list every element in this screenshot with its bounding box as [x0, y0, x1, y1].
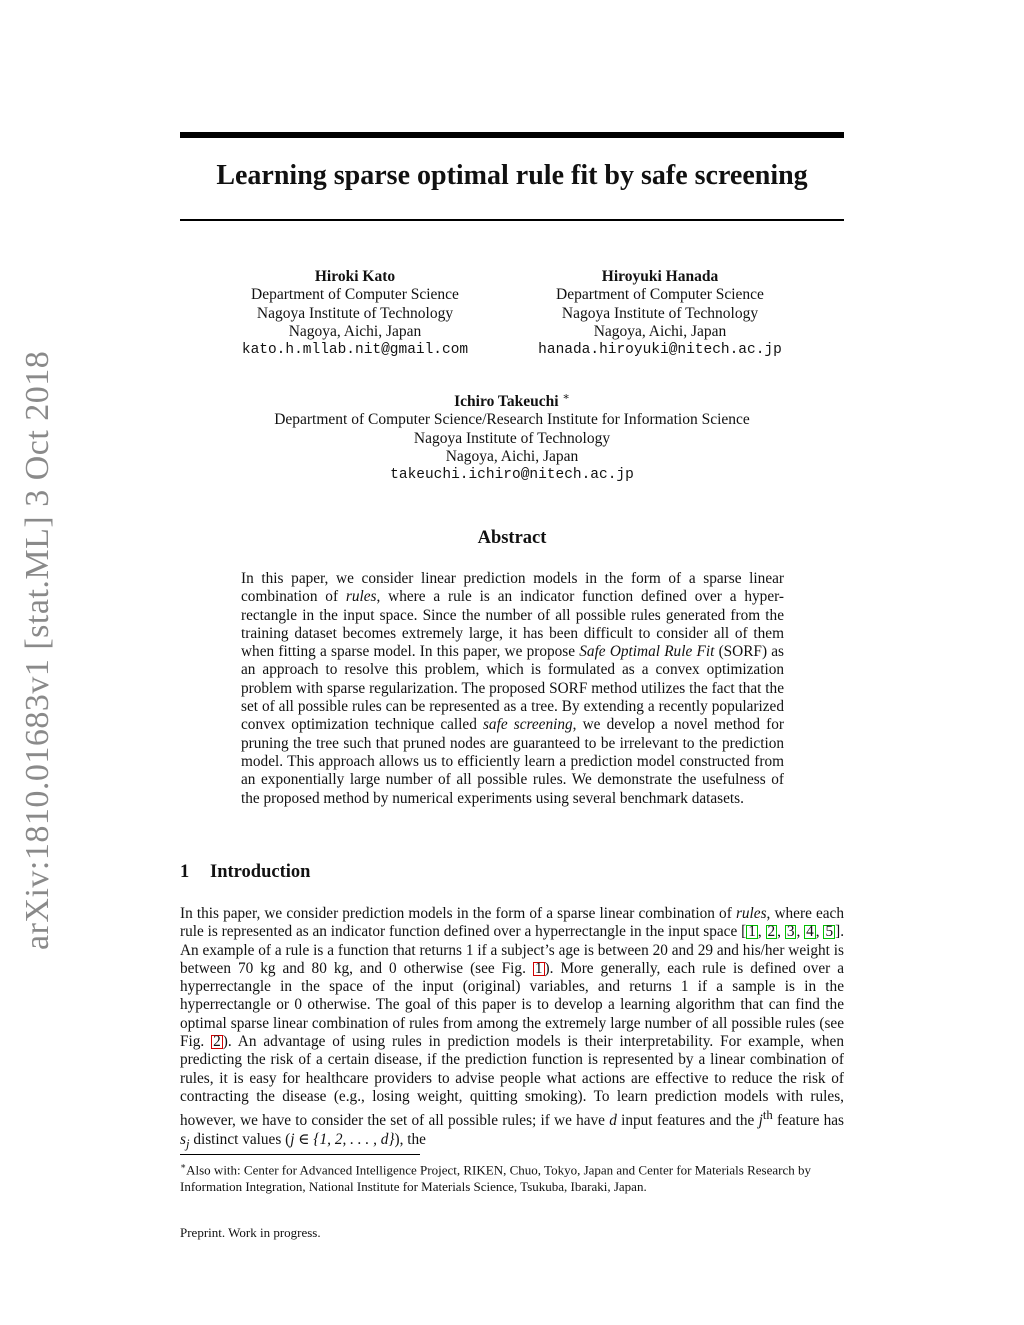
title-rule-bottom [180, 219, 844, 221]
author-affiliation: Nagoya, Aichi, Japan [445, 448, 579, 466]
author-block-1 [200, 268, 510, 359]
abstract-emphasis: safe screening [482, 716, 573, 734]
intro-text: In this paper, we consider prediction models in the form of a sparse linear combination of [180, 905, 736, 922]
author-email[interactable]: hanada.hiroyuki@nitech.ac.jp [538, 342, 782, 359]
citation-link[interactable]: 5 [825, 923, 834, 941]
paper-title: Learning sparse optimal rule fit by safe screening [216, 160, 808, 191]
section-title: Introduction [210, 862, 311, 882]
math-j: j [758, 1112, 763, 1130]
author-block-3 [180, 388, 844, 485]
abstract-emphasis: Safe Optimal Rule Fit [579, 643, 715, 661]
introduction-paragraph: In this paper, we consider prediction models in the form of a sparse linear combination of rules, where each rule is represented as an indicator function defined over a hyperrectangle in the input space [ 1 , 2 , 3 , 4 , 5 ]. An example of a rule is a function that returns 1 if a subject’s age is between 20 and 29 and his/her weight is between 70 kg and 80 kg, and 0 otherwise (see Fig. 1 ). More generally, each rule is defined over a hyperrectangle in the space of the input (original) variables, and returns 1 if a sample is in the hyperrectangle or 0 otherwise. The goal of this paper is to develop a learning algorithm that can find the optimal sparse linear combination of rules from among the extremely large number of all possible rules (see Fig. 2 ). An advantage of using rules in prediction models is their interpretability. For example, when predicting the risk of a certain disease, if the prediction function is represented by a linear combination of rules, it is easy for healthcare providers to advise people what actions are effective to reduce the risk of contracting the disease (e.g., losing weight, quitting smoking). To learn prediction models with rules, however, we have to consider the set of all possible rules; if we have d input features and the $j^{th}$ feature has $s_j$ distinct values (j ∈ {1, 2, . . . , d}), the [180, 905, 845, 1151]
footnote-marker[interactable]: ∗ [562, 391, 570, 403]
footnote-rule [180, 1154, 420, 1155]
footnote-mark: ∗ [180, 1161, 187, 1171]
math-s: s [180, 1130, 186, 1148]
arxiv-side-label: arXiv:1810.01683v1 [stat.ML] 3 Oct 2018 [19, 350, 56, 950]
abstract-text: In this paper, we consider linear prediction models in the form of a sparse linear combination of [241, 570, 784, 606]
author-affiliation: Department of Computer Science [556, 286, 764, 304]
footnote [180, 1158, 844, 1195]
citation-link[interactable]: 2 [767, 923, 776, 941]
author-affiliation: Nagoya Institute of Technology [561, 304, 759, 322]
intro-text: ]. An example of a rule is a function that returns 1 if a subject’s age is between 20 and 29 and his/her weight is between 70 kg and 80 kg, and 0 otherwise (see Fig. [180, 923, 845, 977]
citation-link[interactable]: 1 [748, 923, 756, 941]
intro-text: feature has [772, 1112, 845, 1130]
author-affiliation: Nagoya, Aichi, Japan [593, 322, 727, 340]
author-email[interactable]: kato.h.mllab.nit@gmail.com [241, 342, 469, 359]
figure-ref-link[interactable]: 2 [213, 1033, 221, 1051]
abstract-emphasis: rules [345, 588, 377, 606]
section-heading [180, 862, 310, 883]
abstract-heading: Abstract [477, 528, 547, 548]
citation-link[interactable]: 4 [806, 923, 814, 941]
math-sub-j: j [185, 1136, 190, 1151]
title-rule-top [180, 132, 844, 138]
author-affiliation: Nagoya Institute of Technology [256, 304, 454, 322]
intro-text: ). More generally, each rule is defined over a hyperrectangle in the space of the input (original) variables, and returns 1 if a sample is in the hyperrectangle or 0 otherwise. The goal of this paper is to develop a learning algorithm that can find the optimal sparse linear combination of rules from among the extremely large number of all possible rules (see Fig. [180, 959, 845, 1051]
abstract-body [241, 570, 784, 808]
math-th: th [762, 1108, 773, 1123]
author-name: Hiroyuki Hanada [601, 268, 719, 285]
author-affiliation: Department of Computer Science [251, 286, 459, 304]
math-set: j ∈ {1, 2, . . . , d} [290, 1130, 395, 1148]
author-email[interactable]: takeuchi.ichiro@nitech.ac.jp [390, 467, 634, 484]
intro-text: input features and the [616, 1112, 759, 1130]
intro-text: , where each rule is represented as an indicator function defined over a hyperrectangle in the input space [ [180, 905, 844, 941]
footnote-text: Also with: Center for Advanced Intelligence Project, RIKEN, Chuo, Tokyo, Japan and Center for Materials Research by Information Integration, National Institute for Materials Science, Tsukuba, Ibaraki, Japan. [180, 1162, 811, 1195]
citation-link[interactable]: 3 [786, 923, 795, 941]
author-name [180, 388, 844, 411]
section-number: 1 [180, 862, 190, 882]
intro-text: ). An advantage of using rules in prediction models is their interpretability. For example, when predicting the risk of a certain disease, if the prediction function is represented by a linear combination of rules, it is easy for healthcare providers to advise people what actions are effective to reduce the risk of contracting the disease (e.g., losing weight, quitting smoking). To learn prediction models with rules, however, we have to consider the set of all possible rules; if we have [180, 1033, 844, 1130]
math-d: d [609, 1112, 617, 1130]
author-block-2 [505, 268, 815, 359]
abstract-text: , where a rule is an indicator function defined over a hyper-rectangle in the input space. Since the number of all possible rules generated from the training dataset becomes extremely large, it has been difficult to consider all of them when fitting a sparse model. In this paper, we propose [241, 588, 784, 661]
abstract-text: (SORF) as an approach to resolve this problem, which is formulated as a convex optimization problem with sparse regularization. The proposed SORF method utilizes the fact that the set of all possible rules can be represented as a tree. By extending a recently popularized convex optimization technique called [241, 643, 785, 734]
author-name-text: Ichiro Takeuchi [454, 393, 559, 411]
preprint-note: Preprint. Work in progress. [180, 1225, 321, 1240]
author-affiliation: Department of Computer Science/Research Institute for Information Science [274, 411, 750, 429]
abstract-text: , we develop a novel method for pruning the tree such that pruned nodes are guaranteed to be irrelevant to the prediction model. This approach allows us to efficiently learn a prediction model constructed from an exponentially large number of all possible rules. We demonstrate the usefulness of the proposed method by numerical experiments using several benchmark datasets. [241, 716, 784, 807]
intro-text: distinct values ( [189, 1130, 291, 1148]
author-affiliation: Nagoya, Aichi, Japan [288, 322, 422, 340]
author-affiliation: Nagoya Institute of Technology [413, 429, 611, 447]
figure-ref-link[interactable]: 1 [534, 959, 543, 977]
author-name: Hiroki Kato [314, 268, 396, 285]
intro-text: ), the [394, 1130, 426, 1148]
intro-emphasis: rules [735, 905, 767, 922]
